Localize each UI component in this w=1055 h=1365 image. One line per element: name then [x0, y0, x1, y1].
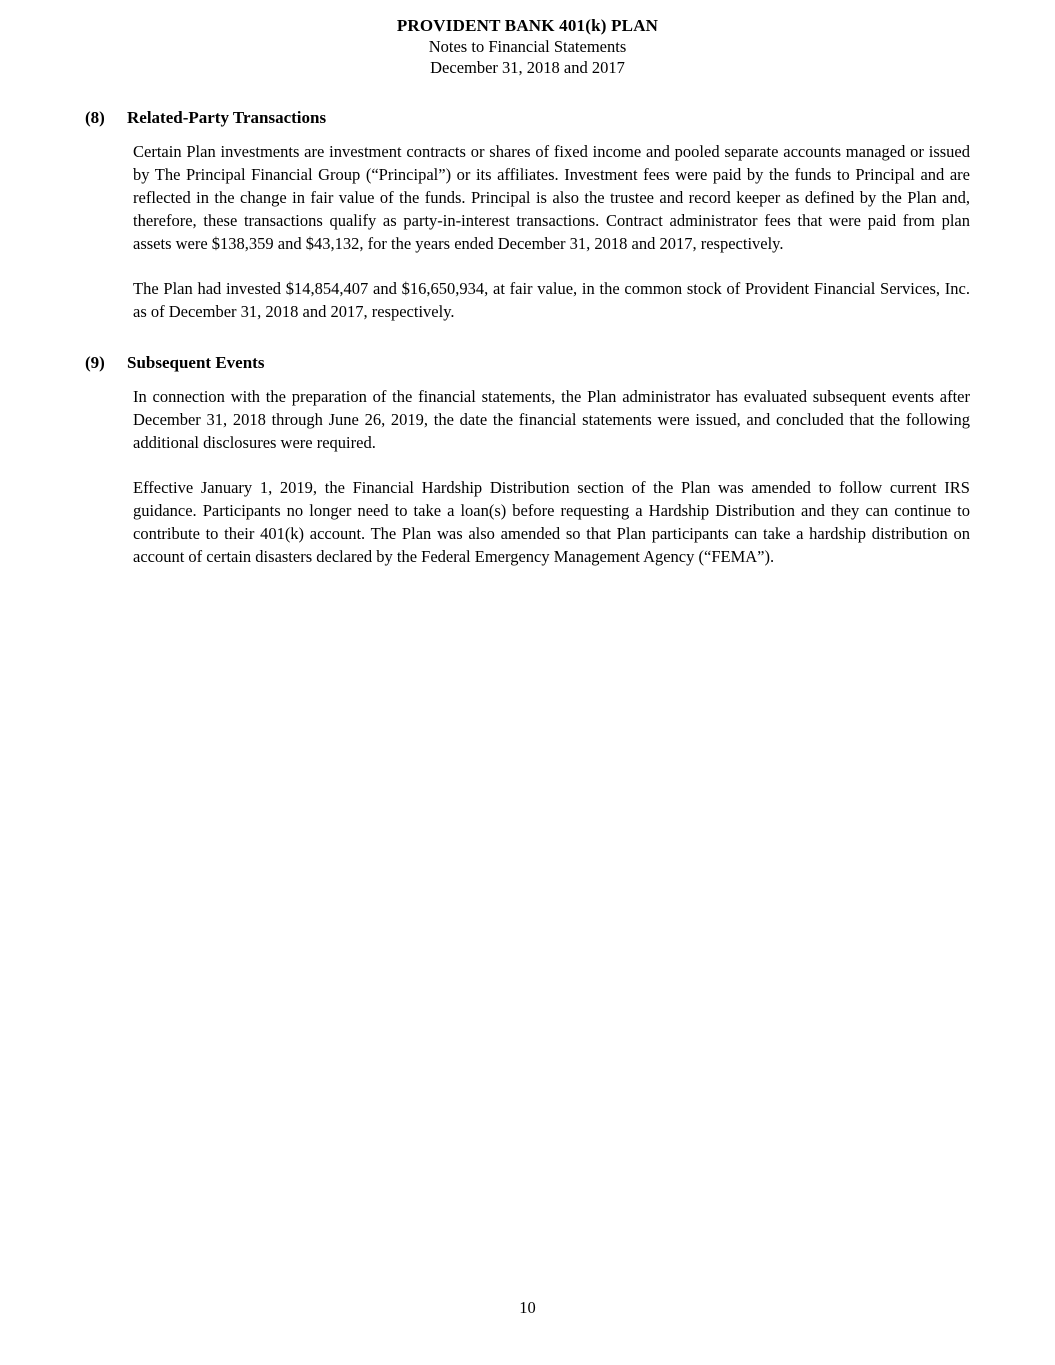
- section-related-party-transactions: [85, 108, 970, 323]
- section-number: (8): [85, 108, 105, 127]
- section-heading-subsequent-events: [85, 353, 970, 373]
- section-heading-related-party: [85, 108, 970, 128]
- document-subtitle-notes: Notes to Financial Statements: [428, 37, 627, 56]
- section-subsequent-events: [85, 353, 970, 568]
- document-title: PROVIDENT BANK 401(k) PLAN: [396, 16, 659, 35]
- paragraph-related-party-1: Certain Plan investments are investment contracts or shares of fixed income and pooled separate accounts managed or issued by The Principal Financial Group (“Principal”) or its affiliates. Investment fees were paid by the funds to Principal and are reflected in the change in fair value of the funds. Principal is also the trustee and record keeper as defined by the Plan and, therefore, these transactions qualify as party-in-interest transactions. Contract administrator fees that were paid from plan assets were $138,359 and $43,132, for the years ended December 31, 2018 and 2017, respectively.: [133, 142, 970, 253]
- paragraph-subsequent-events-1: In connection with the preparation of the financial statements, the Plan administrator has evaluated subsequent events after December 31, 2018 through June 26, 2019, the date the financial statements were issued, and concluded that the following additional disclosures were required.: [133, 387, 970, 452]
- document-header: [0, 0, 1055, 78]
- document-body: [0, 108, 1055, 568]
- section-title: Subsequent Events: [127, 353, 265, 372]
- paragraph-subsequent-events-2: Effective January 1, 2019, the Financial Hardship Distribution section of the Plan was amended to follow current IRS guidance. Participants no longer need to take a loan(s) before requesting a Hardship Distribution and they can continue to contribute to their 401(k) account. The Plan was also amended so that Plan participants can take a hardship distribution on account of certain disasters declared by the Federal Emergency Management Agency (“FEMA”).: [133, 478, 970, 566]
- document-subtitle-date: December 31, 2018 and 2017: [430, 58, 625, 77]
- section-number: (9): [85, 353, 105, 372]
- page-number: 10: [519, 1298, 536, 1317]
- section-title: Related-Party Transactions: [127, 108, 327, 127]
- paragraph-related-party-2: The Plan had invested $14,854,407 and $16,650,934, at fair value, in the common stock of Provident Financial Services, Inc. as of December 31, 2018 and 2017, respectively.: [133, 279, 970, 321]
